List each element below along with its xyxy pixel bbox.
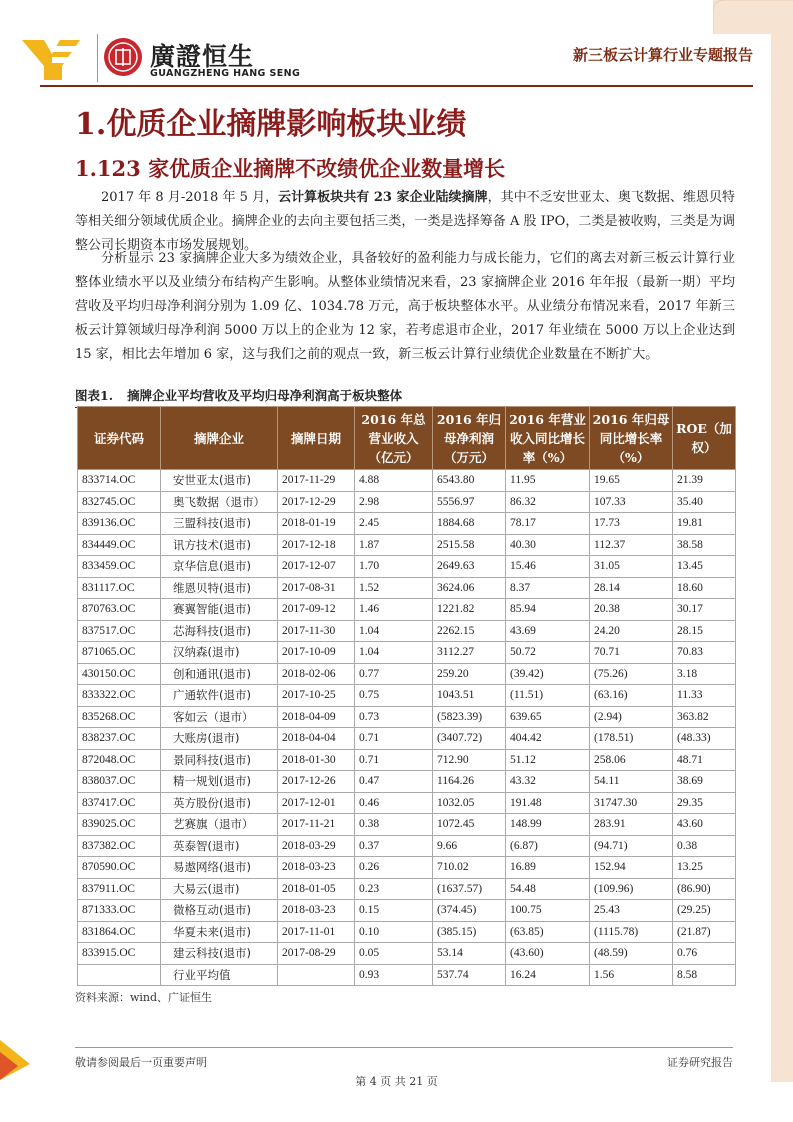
cell-date: 2017-12-07 xyxy=(278,556,355,578)
cell-profit-growth: 112.37 xyxy=(590,534,673,556)
cell-revenue-growth: 86.32 xyxy=(506,491,590,513)
cell-revenue-growth: 11.95 xyxy=(506,470,590,492)
cell-net-profit: 259.20 xyxy=(433,663,506,685)
cell-revenue: 2.98 xyxy=(355,491,433,513)
cell-revenue: 1.70 xyxy=(355,556,433,578)
cell-revenue-growth: 40.30 xyxy=(506,534,590,556)
cell-profit-growth: 107.33 xyxy=(590,491,673,513)
cell-revenue: 0.93 xyxy=(355,964,433,986)
cell-roe: (48.33) xyxy=(673,728,736,750)
cell-company: 京华信息(退市) xyxy=(161,556,278,578)
cell-revenue-growth: 16.24 xyxy=(506,964,590,986)
cell-profit-growth: 31747.30 xyxy=(590,792,673,814)
cell-profit-growth: 152.94 xyxy=(590,857,673,879)
cell-revenue: 0.47 xyxy=(355,771,433,793)
cell-net-profit: 6543.80 xyxy=(433,470,506,492)
cell-revenue: 0.75 xyxy=(355,685,433,707)
header-revenue: 2016 年总营业收入（亿元） xyxy=(355,407,433,470)
cell-code xyxy=(78,964,161,986)
cell-date: 2017-12-18 xyxy=(278,534,355,556)
table-row xyxy=(78,599,736,621)
cell-revenue-growth: 50.72 xyxy=(506,642,590,664)
cell-profit-growth: 283.91 xyxy=(590,814,673,836)
cell-revenue: 0.77 xyxy=(355,663,433,685)
cell-net-profit: 5556.97 xyxy=(433,491,506,513)
cell-revenue-growth: (11.51) xyxy=(506,685,590,707)
cell-net-profit: 1032.05 xyxy=(433,792,506,814)
cell-profit-growth: (75.26) xyxy=(590,663,673,685)
cell-revenue: 4.88 xyxy=(355,470,433,492)
cell-company: 华夏未来(退市) xyxy=(161,921,278,943)
table-row xyxy=(78,685,736,707)
cell-date: 2017-12-26 xyxy=(278,771,355,793)
footer-report-type: 证券研究报告 xyxy=(667,1056,733,1069)
cell-date: 2017-10-25 xyxy=(278,685,355,707)
table-row xyxy=(78,857,736,879)
cell-net-profit: 710.02 xyxy=(433,857,506,879)
cell-net-profit: 1072.45 xyxy=(433,814,506,836)
cell-roe: 0.38 xyxy=(673,835,736,857)
cell-code: 831117.OC xyxy=(78,577,161,599)
header-roe: ROE（加权） xyxy=(673,407,736,470)
cell-company: 微格互动(退市) xyxy=(161,900,278,922)
cell-code: 839025.OC xyxy=(78,814,161,836)
cell-roe: 43.60 xyxy=(673,814,736,836)
cell-net-profit: 3624.06 xyxy=(433,577,506,599)
footer-disclaimer: 敬请参阅最后一页重要声明 xyxy=(75,1056,207,1069)
cell-profit-growth: 25.43 xyxy=(590,900,673,922)
cell-revenue-growth: 148.99 xyxy=(506,814,590,836)
cell-roe: 13.45 xyxy=(673,556,736,578)
table-row xyxy=(78,577,736,599)
cell-roe: 30.17 xyxy=(673,599,736,621)
table-row xyxy=(78,663,736,685)
cell-date: 2018-04-04 xyxy=(278,728,355,750)
header-company: 摘牌企业 xyxy=(161,407,278,470)
cell-net-profit: (385.15) xyxy=(433,921,506,943)
cell-code: 832745.OC xyxy=(78,491,161,513)
cell-roe: 38.58 xyxy=(673,534,736,556)
cell-profit-growth: 54.11 xyxy=(590,771,673,793)
table-row xyxy=(78,771,736,793)
header-date: 摘牌日期 xyxy=(278,407,355,470)
table-row xyxy=(78,749,736,771)
cell-revenue-growth: 15.46 xyxy=(506,556,590,578)
cell-net-profit: 1043.51 xyxy=(433,685,506,707)
paragraph-1-highlight: 云计算板块共有 23 家企业陆续摘牌 xyxy=(278,190,488,205)
footer-rule xyxy=(75,1047,733,1048)
cell-code: 833915.OC xyxy=(78,943,161,965)
table-row xyxy=(78,835,736,857)
cell-date xyxy=(278,964,355,986)
cell-net-profit: (3407.72) xyxy=(433,728,506,750)
cell-profit-growth: (2.94) xyxy=(590,706,673,728)
cell-revenue-growth: 100.75 xyxy=(506,900,590,922)
corner-decoration xyxy=(713,0,793,34)
table-row xyxy=(78,792,736,814)
paragraph-2: 分析显示 23 家摘牌企业大多为绩效企业，具备较好的盈利能力与成长能力，它们的离去对新三板云计算行业整体业绩水平以及业绩分布结构产生影响。从整体业绩情况来看，23 家摘牌企业 2016 年年报（最新一期）平均营收及平均归母净利润分别为 1.09 亿、1034.78 万元，高于板块整体水平。从业绩分布情况来看，2017 年新三板云计算领域归母净利润 5000 万以上的企业为 12 家，若考虑退市企业，2017 年业绩在 5000 万以上企业达到 15 家，相比去年增加 6 家，这与我们之前的观点一致，新三板云计算行业绩优企业数量在不断扩大。 xyxy=(75,251,735,362)
cell-net-profit: 9.66 xyxy=(433,835,506,857)
cell-date: 2018-01-19 xyxy=(278,513,355,535)
cell-code: 837382.OC xyxy=(78,835,161,857)
cell-revenue: 1.04 xyxy=(355,620,433,642)
cell-net-profit: (374.45) xyxy=(433,900,506,922)
cell-code: 837911.OC xyxy=(78,878,161,900)
cell-company: 大账房(退市) xyxy=(161,728,278,750)
table-row xyxy=(78,706,736,728)
cell-company: 易遨网络(退市) xyxy=(161,857,278,879)
cell-company: 奥飞数据（退市） xyxy=(161,491,278,513)
header-profit-growth: 2016 年归母同比增长率（%） xyxy=(590,407,673,470)
cell-net-profit: 1221.82 xyxy=(433,599,506,621)
cell-revenue: 0.23 xyxy=(355,878,433,900)
cell-roe: 35.40 xyxy=(673,491,736,513)
cell-net-profit: 537.74 xyxy=(433,964,506,986)
cell-roe: (21.87) xyxy=(673,921,736,943)
cell-code: 833714.OC xyxy=(78,470,161,492)
cell-roe: 48.71 xyxy=(673,749,736,771)
cell-revenue: 1.87 xyxy=(355,534,433,556)
cell-company: 英方股份(退市) xyxy=(161,792,278,814)
table-row xyxy=(78,964,736,986)
cell-date: 2017-11-21 xyxy=(278,814,355,836)
cell-revenue: 0.73 xyxy=(355,706,433,728)
cell-code: 871065.OC xyxy=(78,642,161,664)
header-rule xyxy=(40,85,753,87)
cell-company: 维恩贝特(退市) xyxy=(161,577,278,599)
table-row xyxy=(78,900,736,922)
table-row xyxy=(78,470,736,492)
data-source: 资料来源：wind、广证恒生 xyxy=(75,991,213,1004)
cell-revenue-growth: 51.12 xyxy=(506,749,590,771)
cell-roe: 11.33 xyxy=(673,685,736,707)
cell-code: 872048.OC xyxy=(78,749,161,771)
cell-profit-growth: 20.38 xyxy=(590,599,673,621)
cell-roe: 19.81 xyxy=(673,513,736,535)
cell-revenue-growth: (63.85) xyxy=(506,921,590,943)
cell-company: 艺赛旗（退市） xyxy=(161,814,278,836)
table-row xyxy=(78,556,736,578)
cell-date: 2018-03-23 xyxy=(278,857,355,879)
cell-revenue: 1.46 xyxy=(355,599,433,621)
cell-revenue-growth: (43.60) xyxy=(506,943,590,965)
cell-code: 833322.OC xyxy=(78,685,161,707)
subsection-heading: 1.123 家优质企业摘牌不改绩优企业数量增长 xyxy=(75,156,506,181)
cell-revenue: 2.45 xyxy=(355,513,433,535)
cell-revenue: 0.71 xyxy=(355,749,433,771)
cell-date: 2018-01-30 xyxy=(278,749,355,771)
cell-revenue-growth: 43.32 xyxy=(506,771,590,793)
cell-net-profit: 1884.68 xyxy=(433,513,506,535)
cell-code: 839136.OC xyxy=(78,513,161,535)
cell-revenue: 0.05 xyxy=(355,943,433,965)
cell-net-profit: 3112.27 xyxy=(433,642,506,664)
cell-date: 2017-11-30 xyxy=(278,620,355,642)
table-row xyxy=(78,728,736,750)
cell-date: 2018-04-09 xyxy=(278,706,355,728)
cell-profit-growth: 31.05 xyxy=(590,556,673,578)
cell-date: 2017-11-29 xyxy=(278,470,355,492)
cell-roe: 18.60 xyxy=(673,577,736,599)
cell-revenue: 0.38 xyxy=(355,814,433,836)
figure-title: 摘牌企业平均营收及平均归母净利润高于板块整体 xyxy=(127,388,403,403)
cell-revenue-growth: 85.94 xyxy=(506,599,590,621)
header-net-profit: 2016 年归母净利润（万元） xyxy=(433,407,506,470)
table-row xyxy=(78,814,736,836)
table-row xyxy=(78,878,736,900)
cell-company: 赛翼智能(退市) xyxy=(161,599,278,621)
cell-code: 831864.OC xyxy=(78,921,161,943)
report-title: 新三板云计算行业专题报告 xyxy=(572,46,753,64)
cell-date: 2017-11-01 xyxy=(278,921,355,943)
cell-revenue-growth: 8.37 xyxy=(506,577,590,599)
cell-revenue-growth: 404.42 xyxy=(506,728,590,750)
cell-revenue-growth: (6.87) xyxy=(506,835,590,857)
cell-profit-growth: 258.06 xyxy=(590,749,673,771)
cell-code: 838037.OC xyxy=(78,771,161,793)
cell-date: 2018-02-06 xyxy=(278,663,355,685)
cell-profit-growth: 19.65 xyxy=(590,470,673,492)
cell-company: 精一规划(退市) xyxy=(161,771,278,793)
cell-revenue: 1.04 xyxy=(355,642,433,664)
cell-date: 2017-08-31 xyxy=(278,577,355,599)
logo-mark-icon xyxy=(22,40,80,80)
table-row xyxy=(78,620,736,642)
cell-date: 2018-03-23 xyxy=(278,900,355,922)
cell-net-profit: 712.90 xyxy=(433,749,506,771)
cell-revenue: 0.46 xyxy=(355,792,433,814)
cell-roe: 3.18 xyxy=(673,663,736,685)
cell-revenue: 0.26 xyxy=(355,857,433,879)
cell-date: 2017-10-09 xyxy=(278,642,355,664)
cell-company: 英泰智(退市) xyxy=(161,835,278,857)
cell-revenue: 0.37 xyxy=(355,835,433,857)
figure-caption xyxy=(75,386,735,408)
cell-profit-growth: 1.56 xyxy=(590,964,673,986)
cell-company: 芯海科技(退市) xyxy=(161,620,278,642)
cell-roe: 21.39 xyxy=(673,470,736,492)
cell-date: 2018-03-29 xyxy=(278,835,355,857)
cell-profit-growth: 28.14 xyxy=(590,577,673,599)
cell-date: 2017-12-01 xyxy=(278,792,355,814)
right-side-bar xyxy=(771,34,793,1082)
cell-roe: 0.76 xyxy=(673,943,736,965)
cell-profit-growth: 24.20 xyxy=(590,620,673,642)
cell-company: 景同科技(退市) xyxy=(161,749,278,771)
section-heading: 1.优质企业摘牌影响板块业绩 xyxy=(75,107,467,142)
cell-revenue: 0.71 xyxy=(355,728,433,750)
cell-code: 430150.OC xyxy=(78,663,161,685)
cell-profit-growth: (178.51) xyxy=(590,728,673,750)
cell-roe: 13.25 xyxy=(673,857,736,879)
cell-revenue-growth: 78.17 xyxy=(506,513,590,535)
cell-revenue-growth: 639.65 xyxy=(506,706,590,728)
cell-profit-growth: (63.16) xyxy=(590,685,673,707)
cell-roe: 38.69 xyxy=(673,771,736,793)
table-header-row xyxy=(78,407,736,470)
cell-net-profit: 2649.63 xyxy=(433,556,506,578)
cell-roe: 28.15 xyxy=(673,620,736,642)
cell-company: 安世亚太(退市) xyxy=(161,470,278,492)
cell-revenue-growth: (39.42) xyxy=(506,663,590,685)
cell-net-profit: 2262.15 xyxy=(433,620,506,642)
cell-roe: 363.82 xyxy=(673,706,736,728)
logo-divider xyxy=(97,34,98,82)
cell-profit-growth: (109.96) xyxy=(590,878,673,900)
cell-company: 汉纳森(退市) xyxy=(161,642,278,664)
cell-code: 837417.OC xyxy=(78,792,161,814)
cell-code: 870590.OC xyxy=(78,857,161,879)
cell-roe: 29.35 xyxy=(673,792,736,814)
cell-revenue-growth: 54.48 xyxy=(506,878,590,900)
cell-company: 讯方技术(退市) xyxy=(161,534,278,556)
cell-revenue-growth: 191.48 xyxy=(506,792,590,814)
cell-company: 大易云(退市) xyxy=(161,878,278,900)
cell-code: 838237.OC xyxy=(78,728,161,750)
cell-company: 创和通讯(退市) xyxy=(161,663,278,685)
table-row xyxy=(78,491,736,513)
logo-text-en: GUANGZHENG HANG SENG xyxy=(150,68,301,79)
cell-code: 837517.OC xyxy=(78,620,161,642)
cell-net-profit: 53.14 xyxy=(433,943,506,965)
table-row xyxy=(78,513,736,535)
cell-company: 广通软件(退市) xyxy=(161,685,278,707)
cell-profit-growth: (48.59) xyxy=(590,943,673,965)
logo-text-cn: 廣證恒生 xyxy=(150,42,255,71)
cell-profit-growth: 70.71 xyxy=(590,642,673,664)
cell-net-profit: (1637.57) xyxy=(433,878,506,900)
cell-company: 三盟科技(退市) xyxy=(161,513,278,535)
cell-profit-growth: (1115.78) xyxy=(590,921,673,943)
cell-net-profit: 2515.58 xyxy=(433,534,506,556)
table-row xyxy=(78,642,736,664)
cell-code: 835268.OC xyxy=(78,706,161,728)
cell-roe: 8.58 xyxy=(673,964,736,986)
cell-revenue-growth: 43.69 xyxy=(506,620,590,642)
table-row xyxy=(78,943,736,965)
header-code: 证券代码 xyxy=(78,407,161,470)
cell-code: 834449.OC xyxy=(78,534,161,556)
cell-date: 2018-01-05 xyxy=(278,878,355,900)
cell-roe: (86.90) xyxy=(673,878,736,900)
figure-label: 图表1. xyxy=(75,388,114,403)
cell-revenue: 1.52 xyxy=(355,577,433,599)
cell-company: 建云科技(退市) xyxy=(161,943,278,965)
cell-revenue: 0.10 xyxy=(355,921,433,943)
paragraph-1: 2017 年 8 月-2018 年 5 月，云计算板块共有 23 家企业陆续摘牌，其中不乏安世亚太、奥飞数据、维恩贝特等相关细分领域优质企业。摘牌企业的去向主要包括三类，一类是选择筹备 A 股 IPO，二类是被收购，三类是为调整公司长期资本市场发展规划。 xyxy=(75,190,735,253)
cell-roe: (29.25) xyxy=(673,900,736,922)
cell-date: 2017-09-12 xyxy=(278,599,355,621)
cell-company: 行业平均值 xyxy=(161,964,278,986)
cell-date: 2017-12-29 xyxy=(278,491,355,513)
table-row xyxy=(78,534,736,556)
cell-revenue: 0.15 xyxy=(355,900,433,922)
cell-profit-growth: (94.71) xyxy=(590,835,673,857)
cell-code: 833459.OC xyxy=(78,556,161,578)
cell-code: 870763.OC xyxy=(78,599,161,621)
page-number: 第 4 页 共 21 页 xyxy=(355,1075,438,1088)
cell-revenue-growth: 16.89 xyxy=(506,857,590,879)
data-table xyxy=(77,406,736,986)
table-row xyxy=(78,921,736,943)
cell-code: 871333.OC xyxy=(78,900,161,922)
cell-roe: 70.83 xyxy=(673,642,736,664)
header-revenue-growth: 2016 年营业收入同比增长率（%） xyxy=(506,407,590,470)
cell-net-profit: 1164.26 xyxy=(433,771,506,793)
cell-profit-growth: 17.73 xyxy=(590,513,673,535)
cell-date: 2017-08-29 xyxy=(278,943,355,965)
cell-net-profit: (5823.39) xyxy=(433,706,506,728)
cell-company: 客如云（退市） xyxy=(161,706,278,728)
logo-seal-icon xyxy=(104,38,142,76)
